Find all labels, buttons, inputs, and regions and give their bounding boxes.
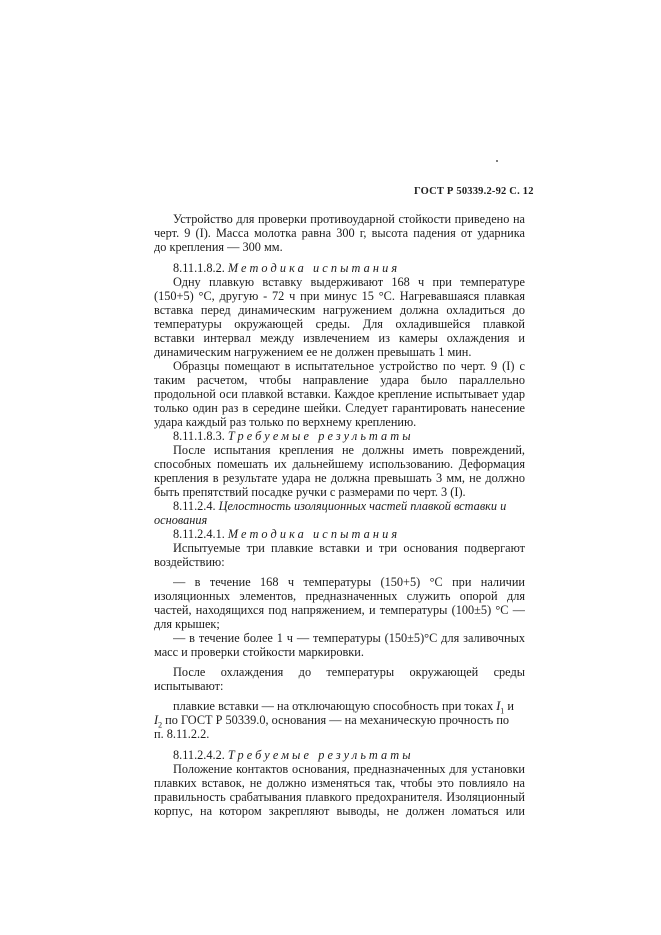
text-line: только один раз в середине шейки. Следует гарантировать нанесение bbox=[154, 401, 525, 415]
section-heading bbox=[173, 527, 525, 541]
text-line: способных помешать их дальнейшему использованию. Деформация bbox=[154, 457, 525, 471]
text-line: После испытания крепления не должны иметь повреждений, bbox=[173, 443, 525, 457]
section-heading bbox=[173, 429, 525, 443]
section-title: Требуемые результаты bbox=[227, 429, 414, 443]
text-line: быть препятствий посадке ручки с размерами по черт. 3 (I). bbox=[154, 485, 466, 499]
text-line: Устройство для проверки противоударной стойкости приведено на bbox=[173, 212, 525, 226]
text-line: плавких вставок, не должно изменяться так, чтобы это повлияло на bbox=[154, 776, 525, 790]
section-number: 8.11.1.8.3. bbox=[173, 429, 225, 443]
section-title: Целостность изоляционных частей плавкой вставки и bbox=[218, 499, 507, 513]
text-line: продольной оси плавкой вставки. Каждое крепление испытывает удар bbox=[154, 387, 525, 401]
text-line: динамическим нагружением ее не должен превышать 1 мин. bbox=[154, 345, 472, 359]
text-line: (150+5) °С, другую - 72 ч при минус 15 °С. Нагревавшаяся плавкая bbox=[154, 289, 525, 303]
section-title: Методика испытания bbox=[227, 261, 401, 275]
text-line: — в течение 168 ч температуры (150+5) °С при наличии bbox=[173, 575, 525, 589]
section-number: 8.11.2.4.1. bbox=[173, 527, 225, 541]
section-title-continued: основания bbox=[154, 513, 208, 527]
text-line: правильность срабатывания плавкого предохранителя. Изоляционный bbox=[154, 790, 525, 804]
section-heading bbox=[173, 748, 525, 762]
text-line: Испытуемые три плавкие вставки и три основания подвергают bbox=[173, 541, 525, 555]
text-line: черт. 9 (I). Масса молотка равна 300 г, высота падения от ударника bbox=[154, 226, 525, 240]
symbol-subscript: 2 bbox=[158, 720, 163, 730]
text-line bbox=[154, 713, 525, 730]
text-line: испытывают: bbox=[154, 679, 224, 693]
text-line: крепления в результате удара не должна превышать 3 мм, не должно bbox=[154, 471, 525, 485]
text-span: плавкие вставки — на отключающую способность при токах bbox=[173, 699, 494, 713]
text-line: удара каждый раз только по верхнему креплению. bbox=[154, 415, 417, 429]
symbol-I: I bbox=[154, 713, 159, 727]
page-header: ГОСТ Р 50339.2-92 С. 12 bbox=[414, 186, 534, 197]
text-line: корпус, на котором закрепляют выводы, не должен ломаться или bbox=[154, 804, 525, 818]
section-number: 8.11.2.4. bbox=[173, 499, 216, 513]
section-heading bbox=[173, 499, 525, 513]
text-line: п. 8.11.2.2. bbox=[154, 727, 210, 741]
text-line: Положение контактов основания, предназначенных для установки bbox=[173, 762, 525, 776]
section-number: 8.11.2.4.2. bbox=[173, 748, 225, 762]
text-line: для крышек; bbox=[154, 617, 220, 631]
text-line: После охлаждения до температуры окружающей среды bbox=[173, 665, 525, 679]
text-line: частей, находящихся под напряжением, и температуры (100±5) °С — bbox=[154, 603, 525, 617]
text-line: Одну плавкую вставку выдерживают 168 ч при температуре bbox=[173, 275, 525, 289]
symbol-I: I bbox=[496, 699, 501, 713]
text-line: воздействию: bbox=[154, 555, 225, 569]
text-line: таким расчетом, чтобы направление удара было параллельно bbox=[154, 373, 525, 387]
scan-speck bbox=[496, 160, 498, 162]
text-line: масс и проверки стойкости маркировки. bbox=[154, 645, 364, 659]
text-line: вставка перед динамическим нагружением должна охладиться до bbox=[154, 303, 525, 317]
text-line: вставки интервал между извлечением из камеры охлаждения и bbox=[154, 331, 525, 345]
text-line: изоляционных элементов, предназначенных служить опорой для bbox=[154, 589, 525, 603]
text-line: до крепления — 300 мм. bbox=[154, 240, 283, 254]
section-title: Методика испытания bbox=[227, 527, 401, 541]
section-heading bbox=[173, 261, 525, 275]
text-span: и bbox=[504, 699, 514, 713]
text-line: температуры окружающей среды. Для охладившейся плавкой bbox=[154, 317, 525, 331]
text-line: Образцы помещают в испытательное устройство по черт. 9 (I) с bbox=[173, 359, 525, 373]
section-title: Требуемые результаты bbox=[227, 748, 414, 762]
text-line bbox=[173, 699, 525, 716]
text-line: — в течение более 1 ч — температуры (150±5)°С для заливочных bbox=[173, 631, 525, 645]
section-number: 8.11.1.8.2. bbox=[173, 261, 225, 275]
text-span: по ГОСТ Р 50339.0, основания — на механическую прочность по bbox=[162, 713, 510, 727]
symbol-subscript: 1 bbox=[500, 706, 505, 716]
